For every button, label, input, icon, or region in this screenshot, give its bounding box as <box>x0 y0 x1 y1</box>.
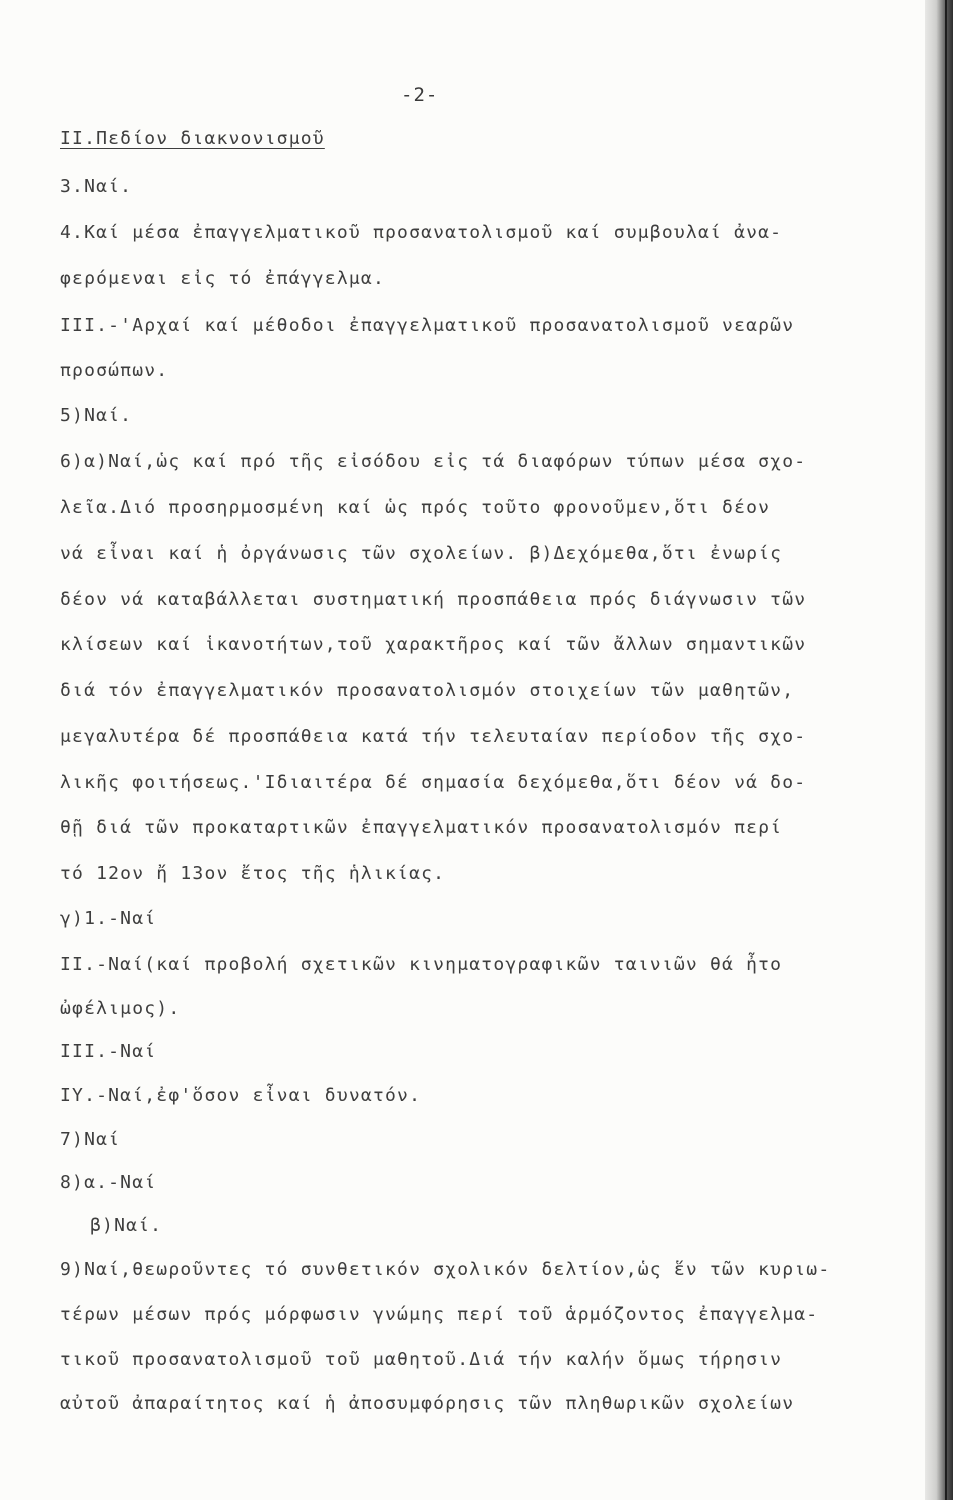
text-line: θῇ διά τῶν προκαταρτικῶν ἐπαγγελματικόν προσανατολισμόν περί <box>60 817 783 838</box>
text-line: γ)1.-Ναί <box>60 908 157 929</box>
text-line: νά εἶναι καί ἡ ὀργάνωσις τῶν σχολείων. β)Δεχόμεθα,ὅτι ἐνωρίς <box>60 543 783 564</box>
text-line: λεῖα.Διό προσηρμοσμένη καί ὡς πρός τοῦτο φρονοῦμεν,ὅτι δέον <box>60 497 771 518</box>
text-line: 4.Καί μέσα ἐπαγγελματικοῦ προσανατολισμοῦ καί συμβουλαί ἀνα- <box>60 222 783 243</box>
text-line: III.-'Αρχαί καί μέθοδοι ἐπαγγελματικοῦ προσανατολισμοῦ νεαρῶν <box>60 315 795 336</box>
binding-line <box>945 0 947 1500</box>
text-line: 5)Ναί. <box>60 405 133 426</box>
page-number: -2- <box>401 84 439 106</box>
text-line: III.-Ναί <box>60 1041 157 1062</box>
text-line: 8)α.-Ναί <box>60 1172 157 1193</box>
text-line: διά τόν ἐπαγγελματικόν προσανατολισμόν στοιχείων τῶν μαθητῶν, <box>60 680 795 701</box>
text-line: μεγαλυτέρα δέ προσπάθεια κατά τήν τελευταίαν περίοδον τῆς σχο- <box>60 726 807 747</box>
text-line: αὐτοῦ ἀπαραίτητος καί ἡ ἀποσυμφόρησις τῶν πληθωρικῶν σχολείων <box>60 1393 795 1414</box>
section-heading: II.Πεδίον διακνονισμοῦ <box>60 128 325 149</box>
text-line: λικῆς φοιτήσεως.'Ιδιαιτέρα δέ σημασία δεχόμεθα,ὅτι δέον νά δο- <box>60 772 807 793</box>
text-line: κλίσεων καί ἱκανοτήτων,τοῦ χαρακτῆρος καί τῶν ἄλλων σημαντικῶν <box>60 634 807 655</box>
text-line: τέρων μέσων πρός μόρφωσιν γνώμης περί τοῦ ἁρμόζοντος ἐπαγγελμα- <box>60 1304 819 1325</box>
text-line: IY.-Ναί,ἐφ'ὅσον εἶναι δυνατόν. <box>60 1085 422 1106</box>
text-line: ὠφέλιμος). <box>60 998 181 1019</box>
text-line: προσώπων. <box>60 360 169 381</box>
text-line: τό 12ον ἤ 13ον ἔτος τῆς ἡλικίας. <box>60 863 446 884</box>
text-line: β)Ναί. <box>90 1215 163 1236</box>
text-line: 6)α)Ναί,ὡς καί πρό τῆς εἰσόδου εἰς τά διαφόρων τύπων μέσα σχο- <box>60 451 807 472</box>
text-line: φερόμεναι εἰς τό ἐπάγγελμα. <box>60 268 385 289</box>
text-line: 9)Ναί,θεωροῦντες τό συνθετικόν σχολικόν δελτίον,ὡς ἕν τῶν κυριω- <box>60 1259 831 1280</box>
text-line: 3.Ναί. <box>60 176 133 197</box>
text-line: II.-Ναί(καί προβολή σχετικῶν κινηματογραφικῶν ταινιῶν θά ἦτο <box>60 954 783 975</box>
text-line: τικοῦ προσανατολισμοῦ τοῦ μαθητοῦ.Διά τήν καλήν ὅμως τήρησιν <box>60 1349 783 1370</box>
text-line: δέον νά καταβάλλεται συστηματική προσπάθεια πρός διάγνωσιν τῶν <box>60 589 807 610</box>
page-binding-edge <box>925 0 953 1500</box>
text-line: 7)Ναί <box>60 1129 121 1150</box>
